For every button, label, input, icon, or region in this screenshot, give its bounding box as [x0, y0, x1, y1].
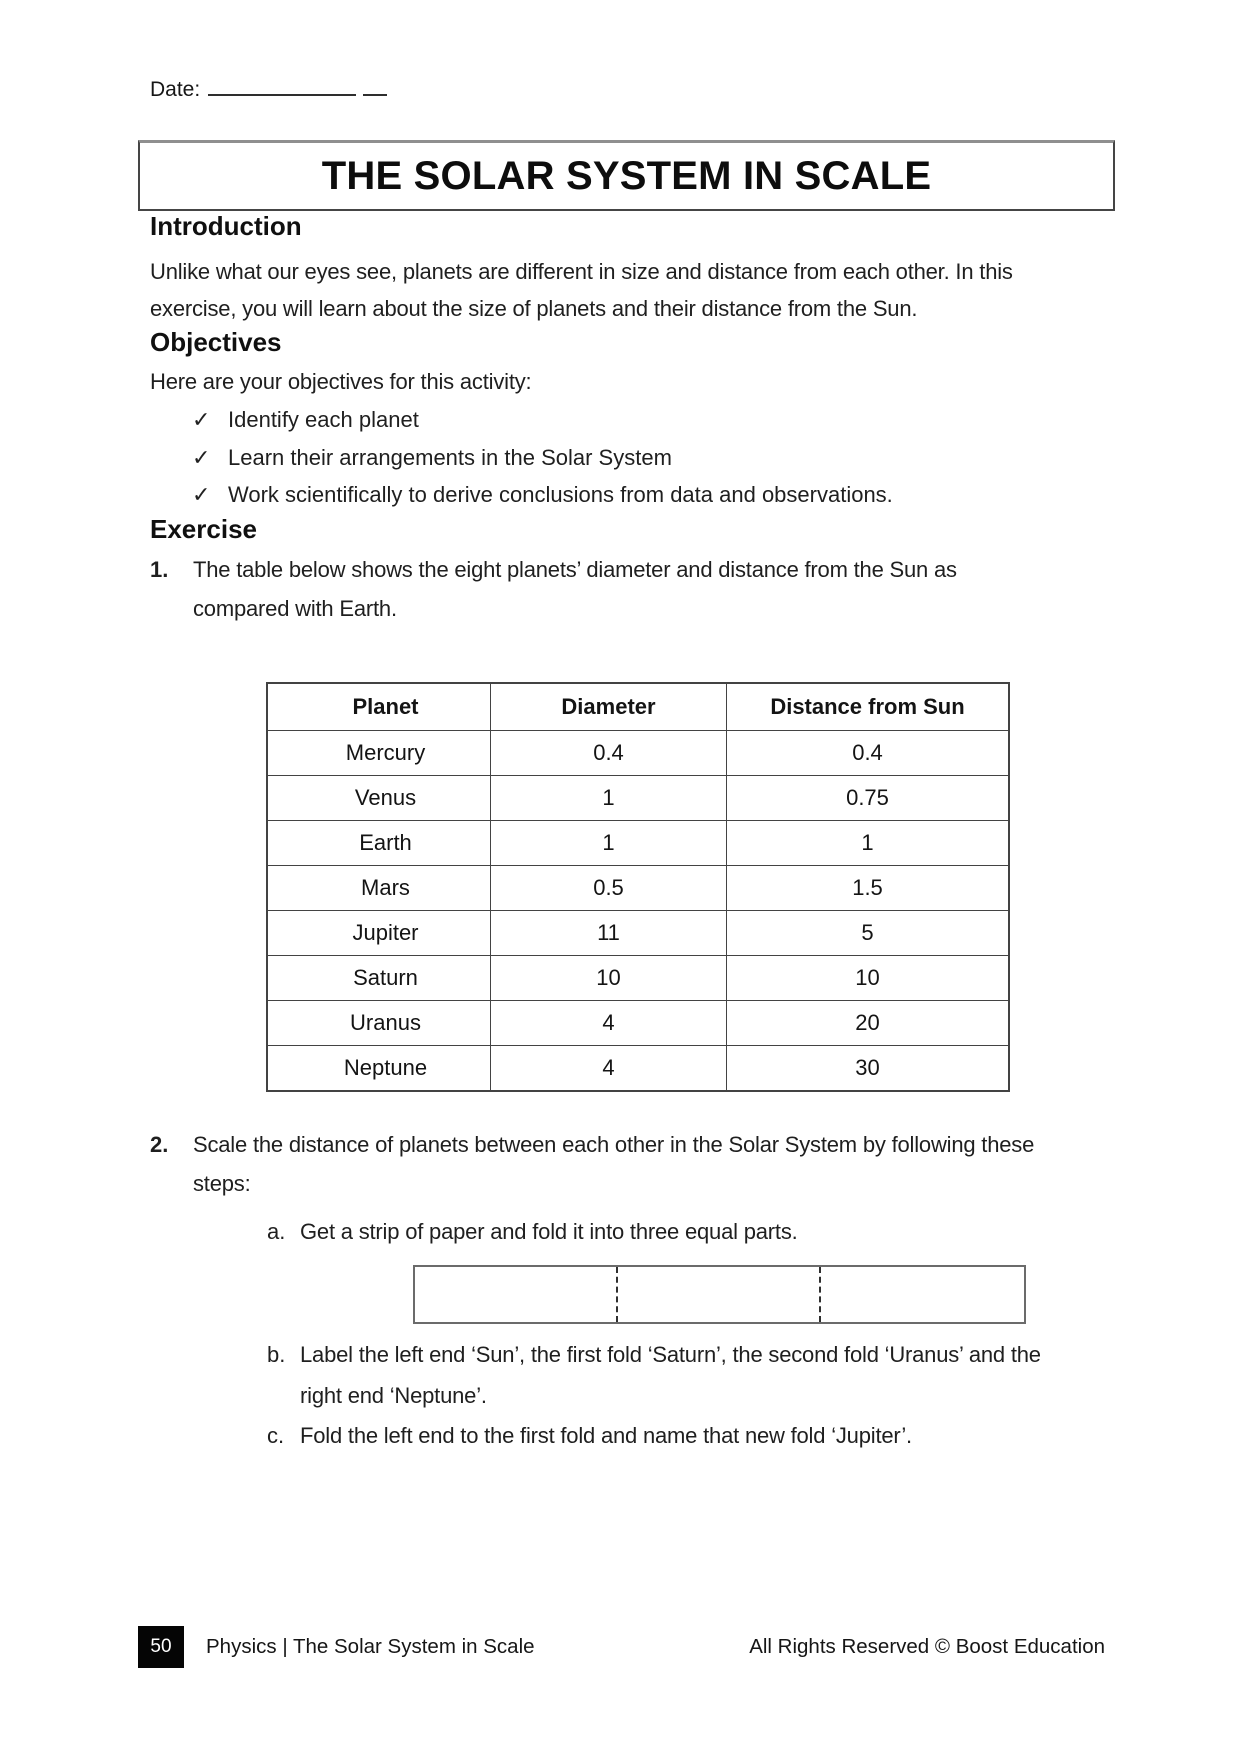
cell-distance: 1.5: [727, 865, 1010, 910]
fold-line-2: [819, 1267, 821, 1322]
step-item-a: [267, 1212, 1105, 1252]
step-item-c: [267, 1416, 1105, 1456]
step-letter: c.: [267, 1422, 285, 1448]
exercise-item-1: [150, 550, 1105, 628]
objective-item: [192, 401, 1105, 439]
page-number-badge: 50: [138, 1626, 184, 1668]
objectives-intro: Here are your objectives for this activity:: [150, 369, 532, 394]
planet-table: [266, 682, 1010, 1092]
cell-diameter: 11: [491, 910, 727, 955]
table-row: [267, 775, 1009, 820]
item-number: 1.: [150, 556, 169, 582]
item-number: 2.: [150, 1131, 169, 1157]
cell-planet: Saturn: [267, 955, 491, 1000]
date-line: [150, 78, 1105, 104]
table-header-row: [267, 683, 1009, 731]
objectives-heading: Objectives: [150, 327, 282, 357]
table-row: [267, 910, 1009, 955]
cell-distance: 1: [727, 820, 1010, 865]
checkmark-icon: ✓: [192, 444, 211, 470]
cell-diameter: 0.4: [491, 730, 727, 775]
cell-diameter: 1: [491, 775, 727, 820]
objective-text: Learn their arrangements in the Solar System: [228, 444, 672, 470]
footer-right-text: All Rights Reserved © Boost Education: [749, 1635, 1105, 1658]
cell-distance: 30: [727, 1045, 1010, 1091]
table-row: [267, 820, 1009, 865]
cell-distance: 20: [727, 1000, 1010, 1045]
table-row: [267, 865, 1009, 910]
cell-planet: Uranus: [267, 1000, 491, 1045]
page-title: THE SOLAR SYSTEM IN SCALE: [321, 153, 932, 198]
cell-planet: Mars: [267, 865, 491, 910]
table-row: [267, 730, 1009, 775]
header-cell-distance: Distance from Sun: [727, 683, 1010, 731]
cell-diameter: 1: [491, 820, 727, 865]
objective-item: [192, 439, 1105, 477]
header-cell-planet: Planet: [267, 683, 491, 731]
exercise-item-2: [150, 1125, 1105, 1203]
paper-strip-diagram: [413, 1265, 1026, 1324]
objectives-list: [150, 401, 1105, 514]
introduction-paragraph: Unlike what our eyes see, planets are different in size and distance from each other. In this exercise, you will learn about the size of planets and their distance from the Sun.: [150, 259, 1013, 321]
steps-list: [267, 1212, 1105, 1456]
cell-distance: 10: [727, 955, 1010, 1000]
cell-distance: 5: [727, 910, 1010, 955]
cell-planet: Mercury: [267, 730, 491, 775]
introduction-heading: Introduction: [150, 211, 302, 241]
fold-line-1: [616, 1267, 618, 1322]
step-text: Fold the left end to the first fold and name that new fold ‘Jupiter’.: [300, 1422, 912, 1448]
step-text: Get a strip of paper and fold it into three equal parts.: [300, 1218, 798, 1244]
item1-text: The table below shows the eight planets’ diameter and distance from the Sun as compared with Earth.: [193, 556, 957, 621]
date-label: Date:: [150, 78, 201, 101]
header-cell-diameter: Diameter: [491, 683, 727, 731]
cell-distance: 0.4: [727, 730, 1010, 775]
table-row: [267, 1045, 1009, 1091]
step-text: Label the left end ‘Sun’, the first fold ‘Saturn’, the second fold ‘Uranus’ and the right end ‘Neptune’.: [300, 1341, 1041, 1408]
cell-distance: 0.75: [727, 775, 1010, 820]
cell-planet: Jupiter: [267, 910, 491, 955]
step-letter: a.: [267, 1218, 286, 1244]
step-item-b: [267, 1334, 1105, 1416]
checkmark-icon: ✓: [192, 482, 211, 507]
checkmark-icon: ✓: [192, 407, 211, 432]
cell-diameter: 4: [491, 1045, 727, 1091]
objective-item: [192, 476, 1105, 514]
title-box: [138, 140, 1115, 211]
cell-diameter: 4: [491, 1000, 727, 1045]
cell-planet: Venus: [267, 775, 491, 820]
cell-diameter: 0.5: [491, 865, 727, 910]
table-row: [267, 1000, 1009, 1045]
cell-planet: Earth: [267, 820, 491, 865]
cell-diameter: 10: [491, 955, 727, 1000]
objective-text: Identify each planet: [228, 407, 419, 432]
cell-planet: Neptune: [267, 1045, 491, 1091]
page-footer: [138, 1626, 1105, 1668]
date-blank-line: [208, 78, 356, 96]
step-letter: b.: [267, 1341, 286, 1367]
date-blank-line-short: [363, 78, 387, 96]
exercise-heading: Exercise: [150, 513, 257, 544]
objective-text: Work scientifically to derive conclusions from data and observations.: [228, 482, 893, 507]
footer-left-text: Physics | The Solar System in Scale: [206, 1635, 535, 1658]
item2-text: Scale the distance of planets between each other in the Solar System by following these steps:: [193, 1131, 1035, 1196]
table-row: [267, 955, 1009, 1000]
